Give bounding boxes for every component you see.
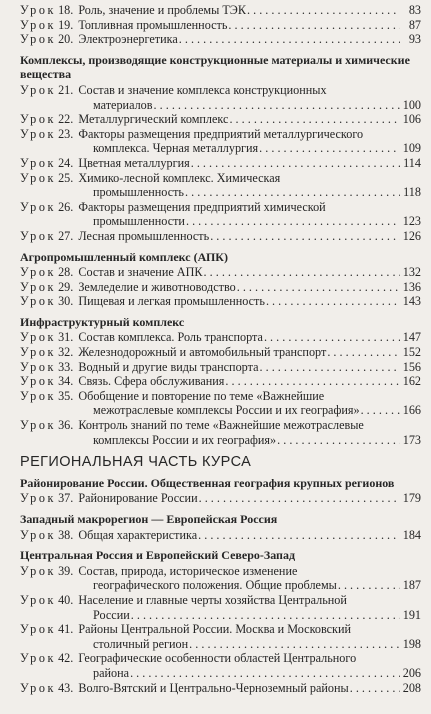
lesson-title-continued: комплекса. Черная металлургия	[93, 141, 259, 156]
lesson-label: Урок	[20, 680, 57, 695]
lesson-number: 42.	[58, 651, 74, 666]
lesson-label: Урок	[20, 170, 57, 185]
toc-entry-first-line	[20, 330, 421, 345]
toc-entry-first-line	[20, 112, 421, 127]
dot-leader	[198, 528, 400, 543]
toc-entry	[20, 651, 421, 680]
lesson-title-continued: столичный регион	[93, 636, 189, 651]
dot-leader	[191, 156, 400, 171]
lesson-label: Урок	[20, 155, 57, 170]
page-number: 93	[408, 32, 421, 47]
lesson-title: Географические особенности областей Центрального	[78, 651, 357, 666]
dot-leader	[189, 637, 400, 652]
lesson-number: 29.	[58, 279, 74, 294]
lesson-number: 23.	[58, 126, 74, 141]
lesson-title: Электроэнергетика	[78, 32, 178, 47]
lesson-title: Железнодорожный и автомобильный транспорт	[78, 345, 327, 360]
dot-leader	[154, 98, 400, 113]
lesson-title-continued: промышленности	[93, 214, 185, 229]
toc-entry-first-line	[20, 3, 421, 18]
page-number: 126	[402, 228, 421, 243]
toc-entry-continuation	[20, 608, 421, 623]
lesson-label: Урок	[20, 491, 57, 506]
page-number: 109	[402, 141, 421, 156]
page-number: 184	[402, 527, 421, 542]
part-title: РЕГИОНАЛЬНАЯ ЧАСТЬ КУРСА	[20, 454, 252, 471]
toc-entry-first-line	[20, 374, 421, 389]
lesson-number: 28.	[58, 265, 74, 280]
lesson-title-continued: района	[93, 665, 130, 680]
toc-entry-first-line	[20, 18, 421, 33]
lesson-label: Урок	[20, 388, 57, 403]
toc-entry	[20, 32, 421, 47]
lesson-number: 27.	[58, 228, 74, 243]
toc-entry-continuation	[20, 214, 421, 229]
lesson-number: 36.	[58, 418, 74, 433]
lesson-number: 31.	[58, 330, 74, 345]
lesson-title: Факторы размещения предприятий металлургического	[78, 126, 364, 141]
lesson-label: Урок	[20, 622, 57, 637]
dot-leader	[350, 681, 400, 696]
lesson-number: 19.	[58, 17, 74, 32]
toc-entry	[20, 156, 421, 171]
toc-entry	[20, 265, 421, 280]
lesson-title: Обобщение и повторение по теме «Важнейшие	[78, 388, 325, 403]
lesson-label: Урок	[20, 82, 57, 97]
toc-entry-first-line	[20, 418, 421, 433]
dot-leader	[229, 112, 400, 127]
page-number: 123	[402, 214, 421, 229]
lesson-title: Районирование России	[78, 491, 198, 506]
lesson-label: Урок	[20, 17, 57, 32]
toc-entry-first-line	[20, 229, 421, 244]
dot-leader	[186, 214, 400, 229]
section-header: Инфраструктурный комплекс	[20, 314, 185, 329]
toc-entry-first-line	[20, 294, 421, 309]
lesson-label: Урок	[20, 199, 57, 214]
dot-leader	[361, 403, 400, 418]
dot-leader	[260, 360, 401, 375]
toc-entry	[20, 200, 421, 229]
lesson-number: 32.	[58, 345, 74, 360]
page-number: 208	[402, 680, 421, 695]
lesson-title-continued: промышленность	[93, 185, 184, 200]
lesson-title: Лесная промышленность	[78, 228, 210, 243]
lesson-label: Урок	[20, 345, 57, 360]
lesson-number: 22.	[58, 112, 74, 127]
toc-entry-first-line	[20, 265, 421, 280]
page-number: 166	[402, 403, 421, 418]
lesson-title-continued: географического положения. Общие проблемы	[93, 578, 337, 593]
lesson-title: Состав и значение комплекса конструкционных	[78, 82, 327, 97]
dot-leader	[199, 491, 400, 506]
lesson-number: 43.	[58, 680, 74, 695]
toc-entry	[20, 681, 421, 696]
toc-entry-first-line	[20, 564, 421, 579]
page-number: 187	[402, 578, 421, 593]
lesson-number: 20.	[58, 32, 74, 47]
toc-entry-continuation	[20, 578, 421, 593]
dot-leader	[179, 32, 400, 47]
dot-leader	[277, 433, 400, 448]
dot-leader	[266, 294, 400, 309]
dot-leader	[338, 578, 400, 593]
toc-entry	[20, 112, 421, 127]
toc-entry-continuation	[20, 98, 421, 113]
toc-entry-first-line	[20, 345, 421, 360]
lesson-label: Урок	[20, 294, 57, 309]
toc-entry	[20, 491, 421, 506]
lesson-number: 37.	[58, 491, 74, 506]
lesson-number: 30.	[58, 294, 74, 309]
lesson-number: 24.	[58, 155, 74, 170]
section-header: Центральная Россия и Европейский Северо-Запад	[20, 548, 296, 563]
lesson-number: 21.	[58, 82, 74, 97]
lesson-number: 39.	[58, 563, 74, 578]
lesson-title: Химико-лесной комплекс. Химическая	[78, 170, 281, 185]
lesson-title: Пищевая и легкая промышленность	[78, 294, 265, 309]
lesson-number: 34.	[58, 374, 74, 389]
toc-entry	[20, 83, 421, 112]
section-header: Комплексы, производящие конструкционные материалы и химические вещества	[20, 52, 410, 82]
dot-leader	[131, 608, 400, 623]
toc-entry-first-line	[20, 491, 421, 506]
lesson-label: Урок	[20, 279, 57, 294]
page-number: 118	[403, 185, 421, 200]
toc-entry	[20, 345, 421, 360]
lesson-label: Урок	[20, 112, 57, 127]
toc-entry	[20, 389, 421, 418]
dot-leader	[225, 374, 400, 389]
page-number: 143	[402, 294, 421, 309]
page-number: 100	[402, 97, 421, 112]
lesson-title: Состав комплекса. Роль транспорта	[78, 330, 263, 345]
page-number: 83	[408, 3, 421, 17]
lesson-number: 18.	[58, 3, 74, 17]
toc-entry	[20, 374, 421, 389]
page-number: 114	[403, 155, 421, 170]
toc-entry-first-line	[20, 528, 421, 543]
lesson-title: Общая характеристика	[78, 527, 198, 542]
toc-entry-continuation	[20, 141, 421, 156]
toc-entry-first-line	[20, 360, 421, 375]
lesson-title: Состав, природа, историческое изменение	[78, 563, 298, 578]
lesson-label: Урок	[20, 3, 57, 17]
toc-entry-first-line	[20, 681, 421, 696]
lesson-label: Урок	[20, 527, 57, 542]
lesson-label: Урок	[20, 359, 57, 374]
toc-entry-continuation	[20, 666, 421, 681]
lesson-title: Топливная промышленность	[78, 17, 228, 32]
lesson-number: 33.	[58, 359, 74, 374]
dot-leader	[237, 280, 400, 295]
dot-leader	[204, 265, 400, 280]
page-number: 198	[402, 636, 421, 651]
lesson-label: Урок	[20, 592, 57, 607]
section-header: Агропромышленный комплекс (АПК)	[20, 249, 229, 264]
lesson-number: 25.	[58, 170, 74, 185]
lesson-title-continued: России	[93, 607, 130, 622]
lesson-title-continued: материалов	[93, 97, 153, 112]
toc-entry-first-line	[20, 200, 421, 215]
toc-entry-first-line	[20, 593, 421, 608]
toc-entry-continuation	[20, 403, 421, 418]
lesson-label: Урок	[20, 374, 57, 389]
lesson-title: Роль, значение и проблемы ТЭК	[78, 3, 246, 17]
toc-entry-first-line	[20, 127, 421, 142]
page-number: 162	[402, 374, 421, 389]
lesson-title: Земледелие и животноводство	[78, 279, 236, 294]
dot-leader	[264, 330, 400, 345]
lesson-label: Урок	[20, 418, 57, 433]
section-header: Западный макрорегион — Европейская Россия	[20, 512, 278, 526]
toc-entry	[20, 593, 421, 622]
toc-entry-continuation	[20, 185, 421, 200]
toc-entry	[20, 294, 421, 309]
page-number: 206	[402, 665, 421, 680]
page-number: 179	[402, 491, 421, 506]
toc-entry-first-line	[20, 83, 421, 98]
page-number: 136	[402, 279, 421, 294]
toc-entry	[20, 360, 421, 375]
lesson-title: Волго-Вятский и Центрально-Черноземный районы	[78, 680, 349, 695]
lesson-title: Связь. Сфера обслуживания	[78, 374, 225, 389]
toc-entry-first-line	[20, 651, 421, 666]
lesson-label: Урок	[20, 651, 57, 666]
page-number: 152	[402, 345, 421, 360]
lesson-number: 38.	[58, 527, 74, 542]
lesson-number: 35.	[58, 388, 74, 403]
toc-entry-first-line	[20, 280, 421, 295]
dot-leader	[210, 229, 400, 244]
dot-leader	[259, 141, 400, 156]
lesson-label: Урок	[20, 265, 57, 280]
lesson-title: Цветная металлургия	[78, 155, 190, 170]
lesson-title: Контроль знаний по теме «Важнейшие межотраслевые	[78, 418, 364, 433]
lesson-title: Состав и значение АПК	[78, 265, 203, 280]
lesson-number: 40.	[58, 592, 74, 607]
toc-entry	[20, 280, 421, 295]
lesson-title-continued: комплексы России и их география»	[93, 432, 277, 447]
lesson-number: 26.	[58, 199, 74, 214]
page-number: 106	[402, 112, 421, 127]
lesson-label: Урок	[20, 563, 57, 578]
page-number: 147	[402, 330, 421, 345]
lesson-number: 41.	[58, 622, 74, 637]
page-number: 87	[408, 17, 421, 32]
lesson-label: Урок	[20, 32, 57, 47]
dot-leader	[247, 3, 400, 18]
toc-entry-continuation	[20, 433, 421, 448]
dot-leader	[130, 666, 400, 681]
lesson-title: Водный и другие виды транспорта	[78, 359, 259, 374]
toc-entry	[20, 229, 421, 244]
dot-leader	[228, 18, 400, 33]
page-number: 132	[402, 265, 421, 280]
lesson-title-continued: межотраслевые комплексы России и их география»	[93, 403, 360, 418]
page-number: 156	[402, 359, 421, 374]
toc-entry	[20, 171, 421, 200]
lesson-label: Урок	[20, 126, 57, 141]
lesson-label: Урок	[20, 228, 57, 243]
toc-entry-first-line	[20, 171, 421, 186]
toc-entry	[20, 18, 421, 33]
dot-leader	[185, 185, 400, 200]
toc-entry	[20, 622, 421, 651]
toc-entry	[20, 127, 421, 156]
lesson-title: Факторы размещения предприятий химической	[78, 199, 326, 214]
toc-entry	[20, 418, 421, 447]
section-header: Районирование России. Общественная география крупных регионов	[20, 475, 395, 490]
lesson-label: Урок	[20, 330, 57, 345]
dot-leader	[327, 345, 400, 360]
toc-entry-first-line	[20, 32, 421, 47]
toc-entry-continuation	[20, 637, 421, 652]
lesson-title: Районы Центральной России. Москва и Московский	[78, 622, 352, 637]
page-number: 173	[402, 432, 421, 447]
toc-entry	[20, 3, 421, 18]
toc-entry	[20, 330, 421, 345]
toc-entry-first-line	[20, 389, 421, 404]
toc-entry	[20, 528, 421, 543]
lesson-title: Металлургический комплекс	[78, 112, 229, 127]
page-number: 191	[402, 607, 421, 622]
toc-entry-first-line	[20, 156, 421, 171]
toc-entry	[20, 564, 421, 593]
lesson-title: Население и главные черты хозяйства Центральной	[78, 592, 347, 607]
toc-entry-first-line	[20, 622, 421, 637]
